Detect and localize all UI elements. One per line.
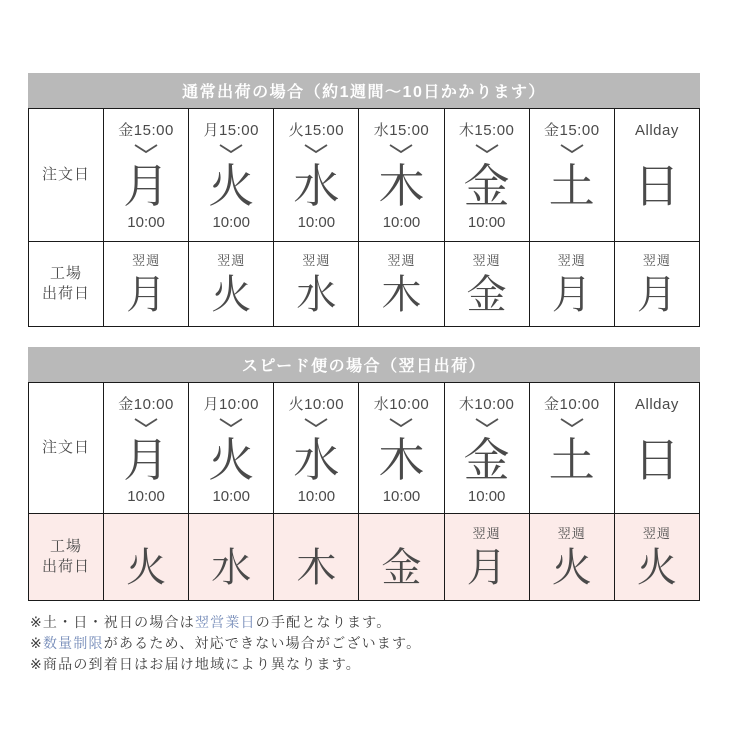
order-time: 10:00 — [467, 488, 506, 505]
row-header-order-date — [29, 383, 103, 513]
note-text: があるため、対応できない場合がございます。 — [103, 635, 422, 651]
order-deadline: 月10:00 — [203, 396, 259, 413]
order-time: 10:00 — [212, 214, 250, 231]
order-cell-mon — [103, 383, 188, 513]
ship-day: 水 — [211, 546, 252, 590]
ship-day: 金 — [466, 273, 507, 317]
order-deadline: 月15:00 — [203, 122, 259, 139]
order-time: 10:00 — [467, 214, 506, 231]
row-header-label-line1: 工場 — [49, 265, 82, 282]
order-cell-sun — [614, 383, 699, 513]
note-text: ※ — [30, 635, 43, 651]
ship-cell — [444, 242, 529, 326]
factory-ship-row — [29, 241, 699, 326]
ship-cell — [273, 242, 358, 326]
ship-cell — [444, 514, 529, 600]
chevron-down-icon — [133, 142, 159, 155]
order-deadline: 金10:00 — [544, 396, 600, 413]
order-cell-thu — [358, 383, 443, 513]
chevron-down-icon — [303, 416, 329, 429]
ship-day: 火 — [126, 546, 167, 590]
ship-cell — [103, 242, 188, 326]
order-deadline: 火15:00 — [288, 122, 345, 139]
chevron-down-icon — [388, 416, 414, 429]
order-deadline: Allday — [634, 396, 679, 413]
order-day: 土 — [548, 434, 595, 486]
order-deadline: 火10:00 — [288, 396, 345, 413]
ship-cell — [614, 514, 699, 600]
note-text: ※土・日・祝日の場合は — [30, 614, 195, 630]
row-header-label-line1: 工場 — [49, 538, 82, 555]
order-cell-wed — [273, 109, 358, 241]
ship-day: 水 — [296, 273, 337, 317]
order-time: 10:00 — [297, 488, 336, 505]
ship-note: 翌週 — [387, 253, 416, 268]
order-day: 日 — [633, 160, 680, 212]
order-date-row — [29, 109, 699, 241]
row-header-order-date — [29, 109, 103, 241]
order-day: 月 — [123, 160, 170, 212]
chevron-down-icon — [474, 142, 500, 155]
footnotes — [28, 612, 700, 675]
order-cell-wed — [273, 383, 358, 513]
order-day: 火 — [208, 160, 255, 212]
order-cell-thu — [358, 109, 443, 241]
note-text: ※商品の到着日はお届け地域により異なります。 — [30, 656, 362, 672]
order-deadline: 木15:00 — [458, 122, 515, 139]
note-line — [30, 654, 700, 675]
chevron-down-icon — [559, 142, 585, 155]
row-header-factory-ship-date — [29, 514, 103, 600]
ship-note: 翌週 — [472, 253, 501, 268]
order-deadline: Allday — [634, 122, 679, 139]
order-cell-sat — [529, 383, 614, 513]
ship-day: 火 — [636, 546, 677, 590]
ship-note: 翌週 — [642, 253, 671, 268]
ship-note: 翌週 — [557, 253, 586, 268]
order-cell-fri — [444, 109, 529, 241]
normal-shipping-title: 通常出荷の場合（約1週間～10日かかります） — [28, 73, 700, 108]
normal-shipping-table — [28, 73, 700, 327]
order-cell-tue — [188, 383, 273, 513]
order-deadline: 金15:00 — [118, 122, 174, 139]
speed-shipping-table — [28, 347, 700, 601]
speed-shipping-title: スピード便の場合（翌日出荷） — [28, 347, 700, 382]
ship-note: 翌週 — [472, 526, 501, 541]
order-deadline: 金15:00 — [544, 122, 600, 139]
row-header-factory-ship-date — [29, 242, 103, 326]
order-day: 火 — [208, 434, 255, 486]
order-day: 月 — [123, 434, 170, 486]
note-highlight: 数量制限 — [42, 635, 104, 651]
note-text: の手配となります。 — [255, 614, 392, 630]
note-line — [30, 633, 700, 654]
ship-cell — [103, 514, 188, 600]
order-day: 水 — [293, 434, 340, 486]
ship-day: 木 — [296, 546, 337, 590]
order-date-row — [29, 383, 699, 513]
order-time: 10:00 — [382, 214, 421, 231]
ship-cell — [358, 514, 443, 600]
order-day: 金 — [463, 434, 510, 486]
chevron-down-icon — [474, 416, 500, 429]
ship-cell — [273, 514, 358, 600]
order-cell-mon — [103, 109, 188, 241]
ship-note: 翌週 — [132, 253, 161, 268]
chevron-down-icon — [559, 416, 585, 429]
row-header-label-line2: 出荷日 — [41, 285, 90, 302]
ship-note: 翌週 — [642, 526, 671, 541]
order-time: 10:00 — [127, 214, 165, 231]
chevron-down-icon — [388, 142, 414, 155]
ship-day: 木 — [381, 273, 422, 317]
ship-day: 金 — [381, 546, 422, 590]
row-header-label: 注文日 — [41, 166, 90, 183]
order-day: 木 — [378, 160, 425, 212]
order-deadline: 木10:00 — [458, 396, 515, 413]
ship-day: 火 — [551, 546, 592, 590]
ship-cell — [529, 514, 614, 600]
note-line — [30, 612, 700, 633]
ship-cell — [529, 242, 614, 326]
row-header-label-line2: 出荷日 — [41, 558, 90, 575]
ship-note: 翌週 — [557, 526, 586, 541]
ship-day: 月 — [126, 273, 167, 317]
chevron-down-icon — [303, 142, 329, 155]
order-cell-tue — [188, 109, 273, 241]
order-day: 木 — [378, 434, 425, 486]
order-cell-fri — [444, 383, 529, 513]
order-time: 10:00 — [297, 214, 336, 231]
order-time: 10:00 — [127, 488, 165, 505]
order-cell-sat — [529, 109, 614, 241]
ship-cell — [614, 242, 699, 326]
order-day: 水 — [293, 160, 340, 212]
ship-cell — [188, 514, 273, 600]
ship-day: 火 — [211, 273, 252, 317]
order-deadline: 水15:00 — [373, 122, 430, 139]
ship-day: 月 — [636, 273, 677, 317]
order-day: 日 — [633, 434, 680, 486]
chevron-down-icon — [218, 142, 244, 155]
order-deadline: 金10:00 — [118, 396, 174, 413]
ship-day: 月 — [551, 273, 592, 317]
ship-cell — [358, 242, 443, 326]
ship-note: 翌週 — [302, 253, 331, 268]
order-day: 金 — [463, 160, 510, 212]
ship-day: 月 — [466, 546, 507, 590]
factory-ship-row — [29, 513, 699, 600]
row-header-label: 注文日 — [41, 439, 90, 456]
ship-note: 翌週 — [217, 253, 246, 268]
order-deadline: 水10:00 — [373, 396, 430, 413]
order-day: 土 — [548, 160, 595, 212]
chevron-down-icon — [133, 416, 159, 429]
note-highlight: 翌営業日 — [194, 614, 256, 630]
ship-cell — [188, 242, 273, 326]
order-time: 10:00 — [382, 488, 421, 505]
order-time: 10:00 — [212, 488, 250, 505]
order-cell-sun — [614, 109, 699, 241]
chevron-down-icon — [218, 416, 244, 429]
